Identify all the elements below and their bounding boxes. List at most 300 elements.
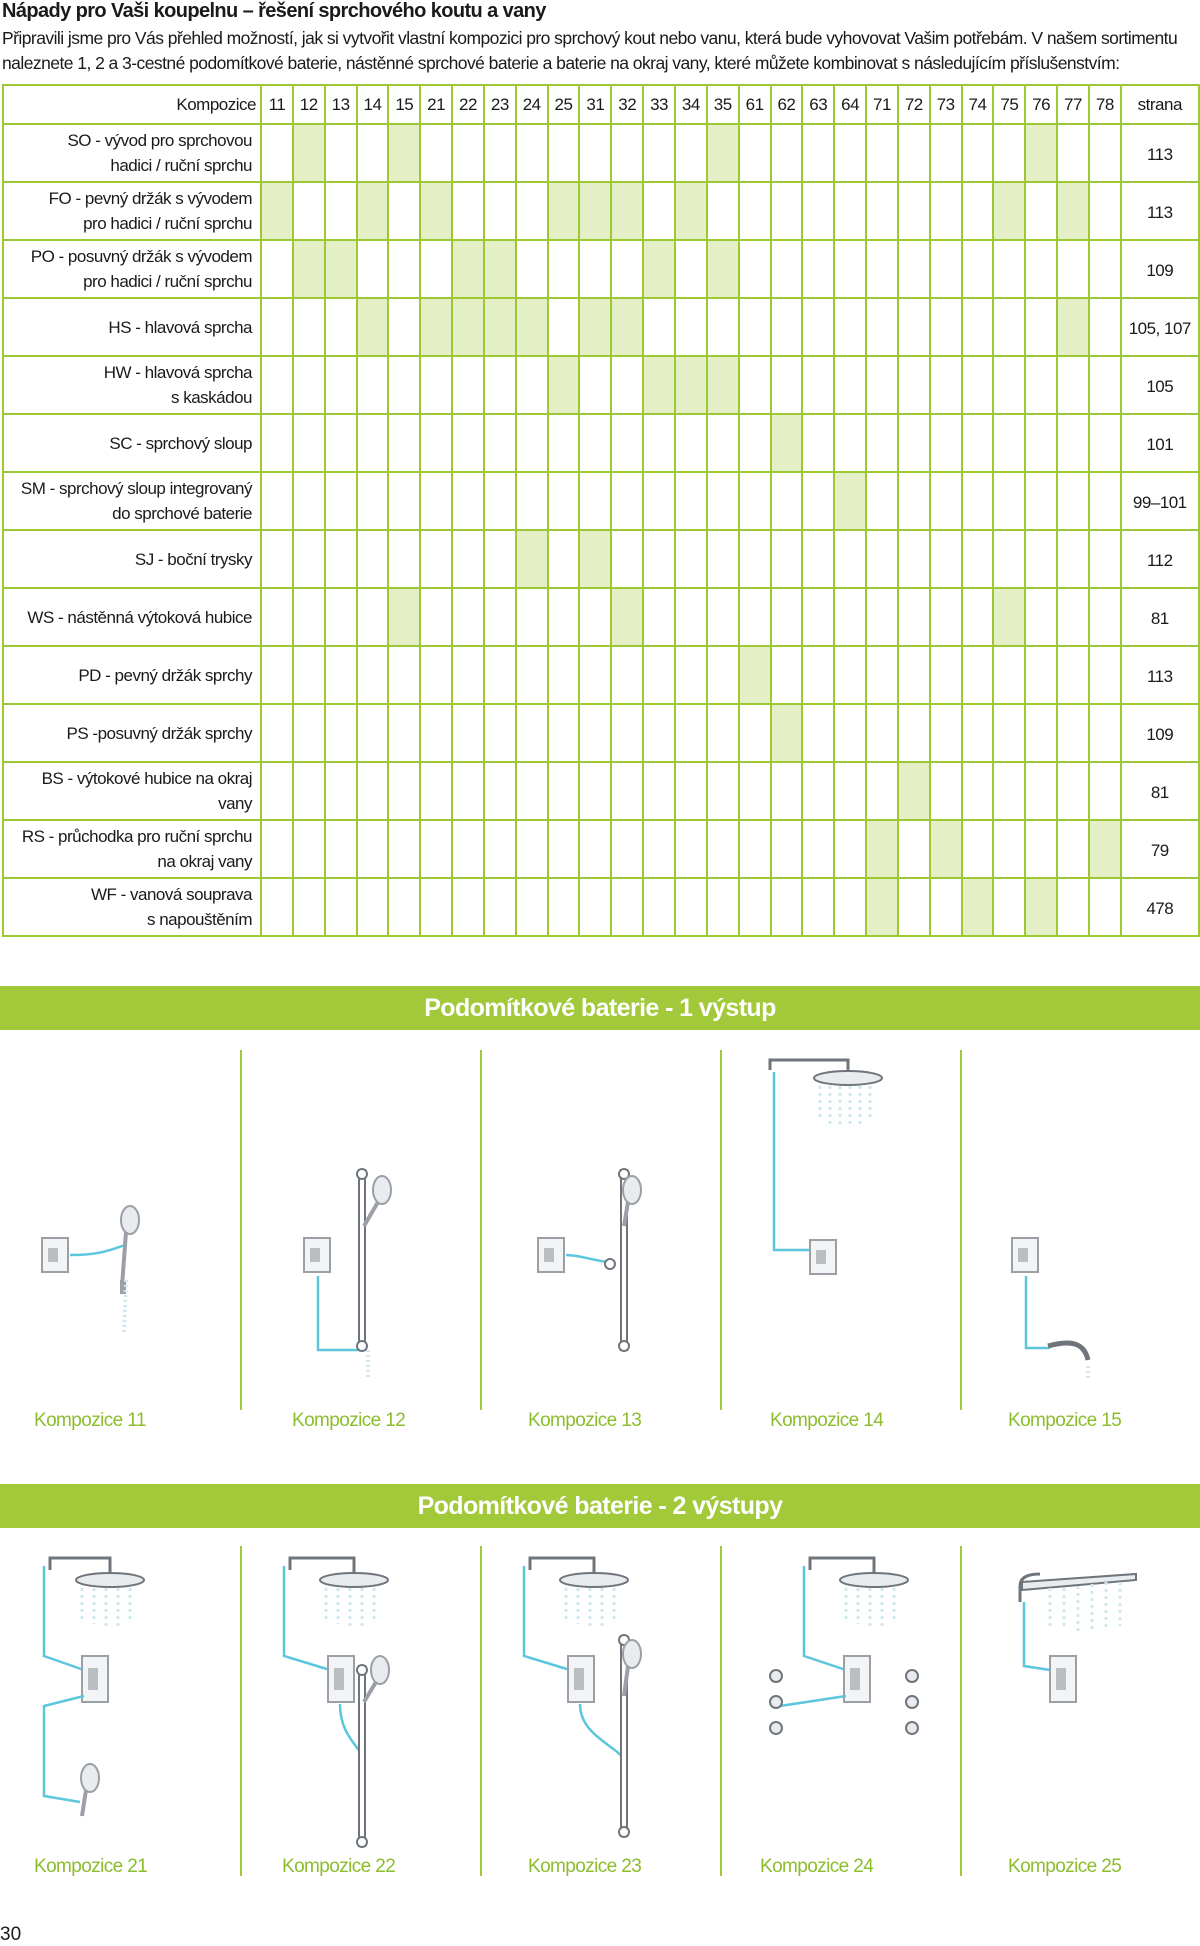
matrix-cell xyxy=(771,356,803,414)
matrix-cell xyxy=(261,240,293,298)
page-reference: 101 xyxy=(1121,414,1199,472)
matrix-cell-marked xyxy=(643,356,675,414)
matrix-column-header: 25 xyxy=(548,85,580,124)
matrix-cell xyxy=(388,878,420,936)
composition-24-illustration xyxy=(750,1546,950,1866)
matrix-cell xyxy=(643,762,675,820)
matrix-cell xyxy=(261,472,293,530)
accessory-label-line: pro hadici / ruční sprchu xyxy=(83,214,252,233)
matrix-cell xyxy=(484,356,516,414)
matrix-column-header: 13 xyxy=(325,85,357,124)
matrix-cell xyxy=(261,124,293,182)
matrix-cell xyxy=(611,646,643,704)
matrix-cell xyxy=(962,646,994,704)
matrix-cell xyxy=(388,182,420,240)
matrix-cell xyxy=(739,124,771,182)
accessory-label-line: BS - výtokové hubice na okraj xyxy=(41,769,252,788)
matrix-cell xyxy=(293,762,325,820)
matrix-cell xyxy=(930,588,962,646)
matrix-cell xyxy=(388,414,420,472)
matrix-cell xyxy=(261,704,293,762)
matrix-cell-marked xyxy=(707,240,739,298)
matrix-cell xyxy=(643,472,675,530)
matrix-cell-marked xyxy=(1057,298,1089,356)
matrix-cell xyxy=(357,356,389,414)
matrix-cell-marked xyxy=(452,298,484,356)
matrix-cell xyxy=(325,356,357,414)
matrix-cell-marked xyxy=(739,646,771,704)
matrix-cell xyxy=(293,298,325,356)
accessory-label xyxy=(3,588,261,646)
matrix-cell xyxy=(548,240,580,298)
accessory-label xyxy=(3,472,261,530)
matrix-column-header: 15 xyxy=(388,85,420,124)
intro-text xyxy=(2,26,1196,76)
slide-bar-icon xyxy=(357,1665,367,1847)
matrix-cell xyxy=(484,704,516,762)
matrix-cell xyxy=(993,762,1025,820)
page-reference: 478 xyxy=(1121,878,1199,936)
matrix-cell xyxy=(357,762,389,820)
page-reference: 79 xyxy=(1121,820,1199,878)
page-reference: 109 xyxy=(1121,704,1199,762)
matrix-cell xyxy=(484,646,516,704)
mixer-icon xyxy=(538,1238,564,1272)
matrix-cell xyxy=(452,124,484,182)
matrix-cell xyxy=(898,298,930,356)
composition-caption: Kompozice 21 xyxy=(34,1856,148,1877)
composition-caption: Kompozice 13 xyxy=(528,1410,642,1431)
matrix-cell xyxy=(484,820,516,878)
matrix-row xyxy=(3,414,1199,472)
matrix-cell xyxy=(930,182,962,240)
matrix-cell-marked xyxy=(452,240,484,298)
matrix-cell xyxy=(1025,356,1057,414)
composition-13-illustration xyxy=(500,1050,700,1380)
matrix-cell xyxy=(1057,240,1089,298)
matrix-cell xyxy=(611,414,643,472)
matrix-column-header: 62 xyxy=(771,85,803,124)
matrix-cell xyxy=(484,414,516,472)
matrix-cell-marked xyxy=(866,820,898,878)
matrix-cell xyxy=(516,646,548,704)
matrix-cell xyxy=(548,878,580,936)
accessory-label-line: PO - posuvný držák s vývodem xyxy=(30,247,252,266)
matrix-cell-marked xyxy=(548,356,580,414)
matrix-column-header: 73 xyxy=(930,85,962,124)
matrix-cell xyxy=(707,298,739,356)
matrix-cell xyxy=(579,704,611,762)
accessory-label-line: WF - vanová souprava xyxy=(90,885,252,904)
accessory-label-line: pro hadici / ruční sprchu xyxy=(83,272,252,291)
matrix-cell xyxy=(293,878,325,936)
matrix-cell xyxy=(611,240,643,298)
matrix-cell xyxy=(930,530,962,588)
matrix-cell xyxy=(771,878,803,936)
matrix-cell xyxy=(1089,762,1121,820)
matrix-cell xyxy=(707,588,739,646)
hand-shower-icon xyxy=(81,1764,99,1816)
matrix-cell xyxy=(420,472,452,530)
matrix-cell xyxy=(579,878,611,936)
matrix-cell xyxy=(388,820,420,878)
page-reference: 113 xyxy=(1121,646,1199,704)
matrix-cell-marked xyxy=(993,182,1025,240)
matrix-cell-marked xyxy=(420,298,452,356)
matrix-cell xyxy=(1089,182,1121,240)
matrix-cell xyxy=(771,762,803,820)
matrix-cell xyxy=(1089,878,1121,936)
accessory-label xyxy=(3,124,261,182)
matrix-cell xyxy=(739,414,771,472)
matrix-cell xyxy=(420,124,452,182)
matrix-column-header: 61 xyxy=(739,85,771,124)
matrix-cell-marked xyxy=(484,298,516,356)
matrix-cell xyxy=(1025,182,1057,240)
accessory-label-line: SO - vývod pro sprchovou xyxy=(67,131,252,150)
matrix-cell xyxy=(739,472,771,530)
matrix-cell xyxy=(325,588,357,646)
matrix-cell xyxy=(739,820,771,878)
matrix-cell xyxy=(548,704,580,762)
matrix-cell xyxy=(388,240,420,298)
accessory-label xyxy=(3,182,261,240)
accessory-label-line: s napouštěním xyxy=(146,910,252,929)
matrix-cell xyxy=(866,472,898,530)
matrix-cell xyxy=(962,820,994,878)
matrix-cell xyxy=(1025,820,1057,878)
matrix-cell xyxy=(930,646,962,704)
matrix-cell xyxy=(771,530,803,588)
matrix-column-header: 76 xyxy=(1025,85,1057,124)
matrix-cell xyxy=(707,878,739,936)
matrix-cell xyxy=(802,878,834,936)
matrix-cell xyxy=(548,298,580,356)
matrix-column-header: 22 xyxy=(452,85,484,124)
matrix-cell xyxy=(771,472,803,530)
matrix-cell-marked xyxy=(771,414,803,472)
matrix-cell xyxy=(866,182,898,240)
matrix-column-header: 31 xyxy=(579,85,611,124)
matrix-cell xyxy=(802,472,834,530)
matrix-cell xyxy=(739,878,771,936)
head-shower-icon xyxy=(290,1558,388,1626)
matrix-cell-marked xyxy=(1025,878,1057,936)
matrix-cell xyxy=(1057,414,1089,472)
matrix-cell xyxy=(1057,820,1089,878)
matrix-cell xyxy=(866,704,898,762)
matrix-column-header: 14 xyxy=(357,85,389,124)
composition-15-illustration xyxy=(990,1050,1190,1380)
matrix-cell xyxy=(357,530,389,588)
column-divider xyxy=(720,1546,722,1876)
matrix-cell xyxy=(675,240,707,298)
accessory-label xyxy=(3,820,261,878)
matrix-cell xyxy=(962,588,994,646)
matrix-cell xyxy=(579,588,611,646)
matrix-cell xyxy=(293,472,325,530)
matrix-cell xyxy=(516,240,548,298)
matrix-cell xyxy=(802,414,834,472)
matrix-cell-marked xyxy=(771,704,803,762)
matrix-cell xyxy=(1089,124,1121,182)
matrix-cell xyxy=(802,820,834,878)
matrix-cell xyxy=(643,298,675,356)
matrix-cell xyxy=(739,182,771,240)
matrix-cell xyxy=(484,762,516,820)
matrix-cell xyxy=(1025,762,1057,820)
accessory-label xyxy=(3,530,261,588)
matrix-cell xyxy=(1089,356,1121,414)
matrix-cell xyxy=(707,530,739,588)
matrix-row xyxy=(3,530,1199,588)
matrix-cell-marked xyxy=(1089,820,1121,878)
matrix-cell-marked xyxy=(516,298,548,356)
matrix-cell xyxy=(261,356,293,414)
matrix-cell xyxy=(675,124,707,182)
matrix-cell xyxy=(548,530,580,588)
matrix-cell xyxy=(962,472,994,530)
matrix-cell xyxy=(579,414,611,472)
page-reference: 81 xyxy=(1121,588,1199,646)
accessory-label-line: WS - nástěnná výtoková hubice xyxy=(27,607,252,627)
matrix-cell xyxy=(675,704,707,762)
matrix-cell-marked xyxy=(420,182,452,240)
matrix-cell xyxy=(579,240,611,298)
matrix-cell xyxy=(357,646,389,704)
column-divider xyxy=(960,1546,962,1876)
mixer-icon xyxy=(1012,1238,1038,1272)
accessory-label-line: do sprchové baterie xyxy=(112,504,252,523)
matrix-cell xyxy=(325,646,357,704)
matrix-cell xyxy=(1057,646,1089,704)
matrix-row xyxy=(3,356,1199,414)
pipe-icon xyxy=(1024,1602,1050,1670)
matrix-cell xyxy=(484,588,516,646)
matrix-cell xyxy=(962,356,994,414)
mixer-icon xyxy=(82,1656,108,1702)
matrix-cell xyxy=(993,414,1025,472)
matrix-cell xyxy=(802,704,834,762)
matrix-cell xyxy=(388,530,420,588)
matrix-cell xyxy=(643,182,675,240)
matrix-cell xyxy=(516,124,548,182)
matrix-cell xyxy=(548,124,580,182)
matrix-cell xyxy=(771,820,803,878)
matrix-column-header: 24 xyxy=(516,85,548,124)
page-number: 30 xyxy=(0,1924,22,1945)
matrix-row xyxy=(3,762,1199,820)
matrix-cell xyxy=(834,646,866,704)
mixer-icon xyxy=(1050,1656,1076,1702)
accessory-label-line: SM - sprchový sloup integrovaný xyxy=(20,479,252,498)
matrix-cell xyxy=(452,530,484,588)
head-shower-icon xyxy=(770,1060,882,1126)
matrix-cell xyxy=(1089,298,1121,356)
matrix-cell xyxy=(898,414,930,472)
intro-line: Připravili jsme pro Vás přehled možností, jak si vytvořit vlastní kompozici pro sprchový kout nebo vanu, která bude vyhovovat Vašim potřebám. V našem sortimentu xyxy=(2,28,1178,48)
matrix-row xyxy=(3,240,1199,298)
matrix-cell xyxy=(1025,588,1057,646)
matrix-cell xyxy=(771,646,803,704)
matrix-cell xyxy=(834,878,866,936)
matrix-cell xyxy=(325,704,357,762)
matrix-cell xyxy=(707,182,739,240)
column-divider xyxy=(960,1050,962,1410)
matrix-cell xyxy=(866,414,898,472)
section-banner-2-outputs: Podomítkové baterie - 2 výstupy xyxy=(0,1484,1200,1528)
matrix-cell xyxy=(484,878,516,936)
matrix-cell xyxy=(261,762,293,820)
matrix-column-header: 32 xyxy=(611,85,643,124)
matrix-cell xyxy=(930,298,962,356)
matrix-cell xyxy=(866,240,898,298)
matrix-cell-marked xyxy=(930,820,962,878)
accessory-label xyxy=(3,878,261,936)
matrix-cell xyxy=(930,878,962,936)
matrix-cell xyxy=(739,356,771,414)
matrix-cell xyxy=(1025,472,1057,530)
matrix-column-header: 72 xyxy=(898,85,930,124)
matrix-cell xyxy=(707,414,739,472)
matrix-cell xyxy=(293,820,325,878)
matrix-cell xyxy=(834,298,866,356)
composition-caption: Kompozice 12 xyxy=(292,1410,406,1431)
matrix-cell xyxy=(993,298,1025,356)
composition-caption: Kompozice 23 xyxy=(528,1856,642,1877)
matrix-cell xyxy=(579,356,611,414)
matrix-column-header: 34 xyxy=(675,85,707,124)
accessory-label xyxy=(3,704,261,762)
matrix-cell xyxy=(420,414,452,472)
matrix-cell xyxy=(739,530,771,588)
matrix-row xyxy=(3,878,1199,936)
matrix-cell xyxy=(548,414,580,472)
matrix-cell xyxy=(930,240,962,298)
composition-11-illustration xyxy=(20,1050,220,1380)
matrix-cell xyxy=(771,182,803,240)
matrix-cell xyxy=(516,704,548,762)
matrix-cell xyxy=(579,820,611,878)
accessory-label-line: PS -posuvný držák sprchy xyxy=(66,723,252,743)
matrix-cell xyxy=(420,762,452,820)
matrix-cell xyxy=(675,414,707,472)
matrix-cell xyxy=(484,530,516,588)
matrix-cell xyxy=(1089,646,1121,704)
matrix-cell xyxy=(707,472,739,530)
matrix-column-header: 23 xyxy=(484,85,516,124)
matrix-cell xyxy=(930,762,962,820)
matrix-cell xyxy=(611,762,643,820)
matrix-cell-marked xyxy=(611,298,643,356)
matrix-cell xyxy=(357,124,389,182)
matrix-cell xyxy=(611,878,643,936)
matrix-cell xyxy=(643,588,675,646)
composition-matrix xyxy=(2,84,1200,937)
matrix-cell xyxy=(325,530,357,588)
matrix-cell xyxy=(898,530,930,588)
matrix-cell xyxy=(898,356,930,414)
matrix-column-header: 12 xyxy=(293,85,325,124)
matrix-cell xyxy=(388,356,420,414)
page-reference: 99–101 xyxy=(1121,472,1199,530)
matrix-cell-marked xyxy=(357,182,389,240)
matrix-cell-marked xyxy=(675,356,707,414)
composition-caption: Kompozice 14 xyxy=(770,1410,884,1431)
matrix-cell xyxy=(452,472,484,530)
matrix-cell xyxy=(261,298,293,356)
matrix-cell xyxy=(898,878,930,936)
matrix-cell-marked xyxy=(643,240,675,298)
page-reference: 105, 107 xyxy=(1121,298,1199,356)
matrix-cell xyxy=(643,646,675,704)
matrix-cell xyxy=(675,588,707,646)
matrix-cell xyxy=(452,878,484,936)
composition-22-illustration xyxy=(260,1546,460,1866)
matrix-cell xyxy=(293,530,325,588)
matrix-cell xyxy=(452,356,484,414)
matrix-cell xyxy=(611,124,643,182)
intro-line: naleznete 1, 2 a 3-cestné podomítkové baterie, nástěnné sprchové baterie a baterie na okraj vany, které můžete kombinovat s následujícím příslušenstvím: xyxy=(2,53,1120,73)
matrix-cell xyxy=(516,182,548,240)
matrix-row xyxy=(3,820,1199,878)
composition-14-illustration xyxy=(750,1050,950,1380)
matrix-cell xyxy=(548,762,580,820)
matrix-cell xyxy=(643,124,675,182)
composition-caption: Kompozice 11 xyxy=(34,1410,146,1431)
matrix-cell xyxy=(293,704,325,762)
matrix-cell xyxy=(962,240,994,298)
matrix-cell-marked xyxy=(898,762,930,820)
matrix-cell xyxy=(930,124,962,182)
matrix-cell-marked xyxy=(707,124,739,182)
matrix-cell-marked xyxy=(675,182,707,240)
matrix-cell xyxy=(548,646,580,704)
hand-shower-icon xyxy=(623,1176,641,1226)
matrix-cell xyxy=(834,530,866,588)
accessory-label xyxy=(3,298,261,356)
matrix-cell xyxy=(771,124,803,182)
cascade-head-shower-icon xyxy=(1020,1574,1136,1632)
matrix-cell xyxy=(739,298,771,356)
matrix-cell xyxy=(802,240,834,298)
matrix-column-header: 21 xyxy=(420,85,452,124)
matrix-cell xyxy=(675,878,707,936)
matrix-cell xyxy=(452,414,484,472)
matrix-cell xyxy=(866,530,898,588)
matrix-cell-marked xyxy=(388,124,420,182)
matrix-cell xyxy=(388,646,420,704)
matrix-cell xyxy=(1089,530,1121,588)
column-divider xyxy=(240,1546,242,1876)
matrix-cell xyxy=(771,298,803,356)
column-divider xyxy=(480,1546,482,1876)
accessory-label-line: RS - průchodka pro ruční sprchu xyxy=(21,827,252,846)
matrix-cell xyxy=(452,646,484,704)
matrix-cell-marked xyxy=(325,240,357,298)
matrix-cell xyxy=(1057,472,1089,530)
matrix-cell xyxy=(420,704,452,762)
matrix-row xyxy=(3,298,1199,356)
matrix-cell-marked xyxy=(516,530,548,588)
matrix-row xyxy=(3,704,1199,762)
matrix-cell xyxy=(293,356,325,414)
matrix-cell xyxy=(771,588,803,646)
matrix-cell xyxy=(420,530,452,588)
matrix-cell xyxy=(579,124,611,182)
page-reference: 112 xyxy=(1121,530,1199,588)
matrix-cell xyxy=(834,820,866,878)
